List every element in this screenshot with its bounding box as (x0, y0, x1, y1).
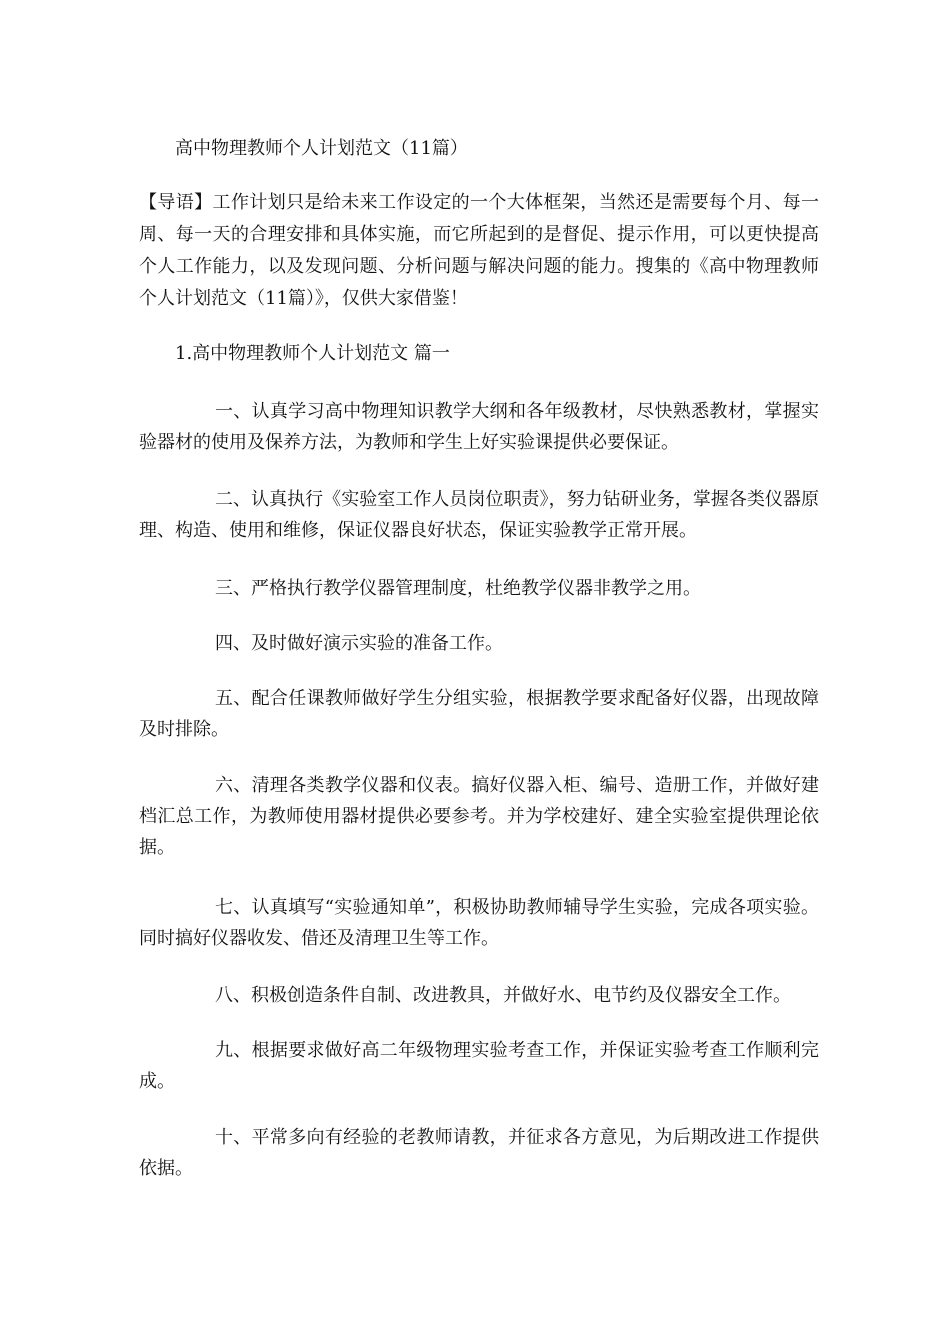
plan-item-3: 三、严格执行教学仪器管理制度，杜绝教学仪器非教学之用。 (215, 578, 701, 599)
plan-item-10: 十、平常多向有经验的老教师请教，并征求各方意见，为后期改进工作提供依据。 (139, 1127, 819, 1179)
plan-item-8: 八、积极创造条件自制、改进教具，并做好水、电节约及仪器安全工作。 (215, 985, 791, 1006)
intro-paragraph: 【导语】工作计划只是给未来工作设定的一个大体框架，当然还是需要每个月、每一周、每一天的合理安排和具体实施，而它所起到的是督促、提示作用，可以更快提高个人工作能力，以及发现问题、分析问题与解决问题的能力。搜集的《高中物理教师个人计划范文（11篇）》，仅供大家借鉴！ (139, 192, 819, 309)
plan-item-6: 六、清理各类教学仪器和仪表。搞好仪器入柜、编号、造册工作，并做好建档汇总工作，为教师使用器材提供必要参考。并为学校建好、建全实验室提供理论依据。 (139, 775, 819, 858)
plan-item-9: 九、根据要求做好高二年级物理实验考查工作，并保证实验考查工作顺利完成。 (139, 1040, 819, 1092)
plan-item-4: 四、及时做好演示实验的准备工作。 (215, 633, 503, 654)
plan-item-7: 七、认真填写“实验通知单”，积极协助教师辅导学生实验，完成各项实验。同时搞好仪器收发、借还及清理卫生等工作。 (139, 897, 819, 949)
plan-item-5: 五、配合任课教师做好学生分组实验，根据教学要求配备好仪器，出现故障及时排除。 (139, 688, 819, 740)
plan-item-1: 一、认真学习高中物理知识教学大纲和各年级教材，尽快熟悉教材，掌握实验器材的使用及保养方法，为教师和学生上好实验课提供必要保证。 (139, 401, 819, 453)
section-heading: 1.高中物理教师个人计划范文 篇一 (175, 343, 450, 364)
plan-item-2: 二、认真执行《实验室工作人员岗位职责》，努力钻研业务，掌握各类仪器原理、构造、使用和维修，保证仪器良好状态，保证实验教学正常开展。 (139, 489, 819, 541)
document-title: 高中物理教师个人计划范文（11篇） (175, 138, 468, 159)
